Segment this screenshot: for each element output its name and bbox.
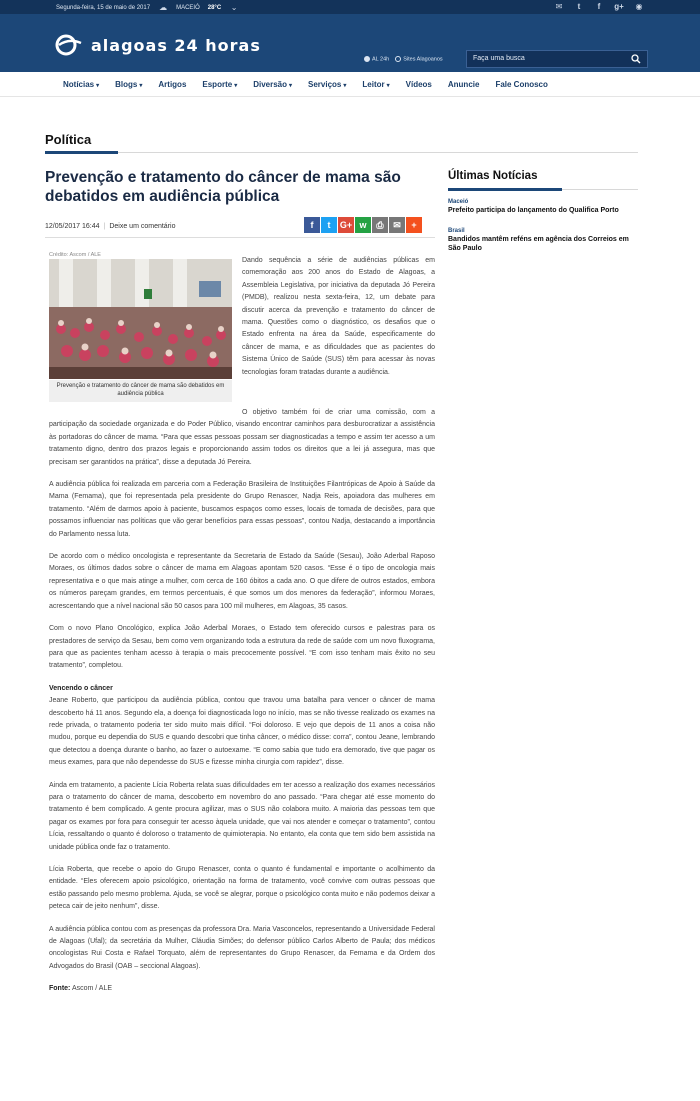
facebook-icon[interactable]: f (597, 2, 601, 11)
mail-icon[interactable]: ✉ (555, 2, 563, 11)
article-lead: Dando sequência a série de audiências públicas em comemoração aos 200 anos do Estado de Alagoas, a Assembleia Legislativa, por iniciativa da deputada Jó Pereira (PMDB), realizou nesta sexta-feira, 12, um debate para discutir acerca da prevenção e tratamento do câncer de mama. Questões como o diagnóstico, os desafios que o Estado enfrenta na área da Saúde, especificamente do câncer de mama, e as dificuldades que as pacientes do Sistema Único de Saúde (SUS) têm para acessar às novas tecnologias foram tratadas durante a audiência. (242, 257, 435, 376)
nav-leitor[interactable]: Leitor ▾ (362, 80, 390, 89)
article-meta: 12/05/2017 16:44 | Deixe um comentário (45, 223, 176, 230)
city-name: MACEIÓ (176, 5, 200, 11)
main-nav (0, 72, 700, 97)
divider (45, 152, 638, 153)
share-buttons (304, 217, 422, 233)
news-item[interactable] (448, 228, 638, 253)
email-share-icon[interactable]: ✉ (389, 217, 405, 233)
article-date: 12/05/2017 16:44 (45, 223, 100, 230)
temperature: 28°C (207, 5, 222, 11)
google-plus-share-icon[interactable]: G+ (338, 217, 354, 233)
paragraph: De acordo com o médico oncologista e representante da Secretaria de Estado da Saúde (Sesau), João Aderbal Raposo Moraes, os últimos dados sobre o câncer de mama em Alagoas apontam 520 casos. “Esse é o tipo de oncologia mais representativa e o que mais atinge a mulher, com cerca de 160 óbitos a cada ano. O que difere de outros estados, embora os números pareçam grandes, em termos percentuais, é que somos um dos menores da federação”, informou Moraes, acrescentando que a nível nacional são 50 casos para 100 mil mulheres, em Alagoas, 35 casos. (49, 553, 435, 610)
radio-sites-alagoanos[interactable]: Sites Alagoanos (395, 56, 442, 62)
paragraph: Com o novo Plano Oncológico, explica João Aderbal Moraes, o Estado tem oferecido cursos e palestras para os prestadores de serviço da Sesau, bem como vem organizando toda a estrutura da rede de saúde com um novo fluxograma, para que as pacientes tenham acesso à terapia o mais precocemente possível. “E com isso tenham mais êxito no seu tratamento”, completou. (49, 625, 435, 670)
comment-link[interactable]: Deixe um comentário (109, 223, 176, 230)
subheading: Vencendo o câncer (49, 684, 113, 692)
whatsapp-share-icon[interactable]: w (355, 217, 371, 233)
nav-servicos[interactable]: Serviços ▾ (308, 80, 347, 89)
news-category[interactable]: Brasil (448, 228, 465, 234)
chevron-down-icon: ▾ (139, 83, 143, 89)
sidebar-accent-bar (448, 188, 562, 191)
twitter-share-icon[interactable]: t (321, 217, 337, 233)
chevron-down-icon: ▾ (343, 83, 347, 89)
search-input[interactable]: Faça uma busca (466, 50, 648, 68)
current-date: Segunda-feira, 15 de maio de 2017 (56, 5, 151, 11)
top-bar (0, 0, 700, 14)
print-share-icon[interactable]: ⎙ (372, 217, 388, 233)
news-headline[interactable]: Prefeito participa do lançamento do Qualifica Porto (448, 207, 619, 214)
paragraph: Ainda em tratamento, a paciente Lícia Roberta relata suas dificuldades em ter acesso a realização dos exames necessários para o tratamento do câncer de mama, descoberto em novembro do ano passado. “Para chegar até esse momento do tratamento é bem complicado. A gente procura agilizar, mas o SUS não colabora muito. A maioria das pessoas tem que pagar os exames por fora para conseguir ter acesso àquela unidade, que vai nos atender e começar o tratamento”, contou Lícia, ressaltando o quanto é doloroso o tratamento de quimioterapia. No entanto, ela conta que tem sido bem assistida na unidade pública onde faz o tratamento. (49, 781, 435, 851)
site-logo[interactable] (53, 34, 261, 56)
chevron-down-icon: ▾ (386, 83, 390, 89)
divider (45, 237, 435, 238)
more-share-icon[interactable]: + (406, 217, 422, 233)
facebook-share-icon[interactable]: f (304, 217, 320, 233)
nav-diversao[interactable]: Diversão ▾ (253, 80, 293, 89)
news-item[interactable] (448, 199, 638, 216)
chevron-down-icon: ▾ (289, 83, 293, 89)
nav-esporte[interactable]: Esporte ▾ (202, 80, 238, 89)
search-icon[interactable] (631, 54, 641, 64)
article-photo[interactable] (49, 259, 232, 379)
google-plus-icon[interactable]: g+ (614, 2, 624, 11)
article-title: Prevenção e tratamento do câncer de mama são debatidos em audiência pública (45, 169, 401, 205)
site-header (0, 14, 700, 72)
logo-mark-icon (53, 34, 85, 56)
nav-fale-conosco[interactable]: Fale Conosco (495, 80, 548, 89)
nav-anuncie[interactable]: Anuncie (447, 80, 480, 89)
weather-icon: ☁ (159, 3, 168, 12)
paragraph: Jeane Roberto, que participou da audiência pública, contou que travou uma batalha para vencer o câncer de mama descoberto há 11 anos. Segundo ela, a doença foi diagnosticada logo no início, mas se não tivesse realizado os exames na rede privada, o tratamento poderia ter sido muito mais difícil. “Foi doloroso. E vejo que depois de 11 anos a coisa não mudou, porque eu dependia do SUS e quando descobri que tinha câncer, o médico disse: corra”, contou Jeane, lembrando que detectou a doença durante o banho, ao fazer o autoexame. “E como sabia que tudo era demorado, tive que pagar os meus exames, para que não dependesse do SUS e fizesse minha cirurgia com rapidez”, disse. (49, 697, 435, 767)
twitter-icon[interactable]: t (577, 2, 581, 11)
paragraph: Lícia Roberta, que recebe o apoio do Grupo Renascer, conta o quanto é fundamental e importante o acolhimento da entidade. “Eles oferecem apoio psicológico, orientação na forma de tratamento, você convive com outras pessoas que estão passando pelo mesmo problema. Ajuda, se você se alegrar, porque o psicológico conta muito e não podemos deixar a peteca cair de jeito nenhum”, disse. (49, 866, 436, 911)
nav-artigos[interactable]: Artigos (158, 80, 187, 89)
rss-icon[interactable]: ◉ (635, 2, 643, 11)
assembly-hall-image (49, 259, 232, 379)
sidebar-title: Últimas Notícias (448, 170, 538, 182)
news-category[interactable]: Maceió (448, 199, 469, 205)
nav-noticias[interactable]: Notícias ▾ (63, 80, 100, 89)
nav-blogs[interactable]: Blogs ▾ (115, 80, 143, 89)
paragraph: O objetivo também foi de criar uma comissão, com a participação da sociedade organizada e do Poder Público, visando encontrar caminhos para desburocratizar a assistência às portadoras do câncer de mama. “Para que essas pessoas possam ser diagnosticadas a tempo e assim ter acesso a um tratamento digno, dentro dos prazos legais e proporcionando assim todos os direitos que a lei já assegura, mas que precisam ser garantidos na prática”, disse a deputada Jó Pereira. (49, 409, 435, 466)
photo-caption: Prevenção e tratamento do câncer de mama são debatidos em audiência pública (49, 380, 232, 402)
latest-news-sidebar (448, 170, 638, 252)
chevron-down-icon[interactable]: ⌄ (230, 3, 238, 12)
section-accent-bar (45, 151, 118, 154)
section-title[interactable]: Política (45, 132, 92, 147)
chevron-down-icon: ▾ (234, 83, 238, 89)
news-headline[interactable]: Bandidos mantêm reféns em agência dos Correios em São Paulo (448, 236, 629, 252)
paragraph: A audiência pública foi realizada em parceria com a Federação Brasileira de Instituições Filantrópicas de Apoio à Saúde da Mama (Femama), que foi representada pela presidente do Grupo Renascer, Nadja Reis, apoiadora das mulheres em tratamento. “Além de darmos apoio à paciente, buscamos espaços como esses, locais de tomada de decisões, para que possamos influenciar nas políticas que vão gerar benefícios para essas pessoas”, contou Nadja, destacando a importância do Parlamento nessa luta. (49, 481, 435, 538)
article-body (49, 407, 435, 1006)
source-line: Fonte: Ascom / ALE (49, 985, 113, 993)
photo-credit: Crédito: Ascom / ALE (49, 252, 101, 258)
paragraph: A audiência pública contou com as presenças da professora Dra. Maria Vasconcelos, representando a Universidade Federal de Alagoas (Ufal); da secretária da Mulher, Cláudia Simões; do defensor público Carlos Alberto de Paula; dos médicos oncologistas Rui Costa e Rafael Torquato, além de representantes do Grupo Renascer, da Femama e da Ordem dos Advogados do Brasil (OAB – seccional Alagoas). (49, 925, 435, 970)
logo-text: alagoas 24 horas (91, 35, 261, 55)
nav-videos[interactable]: Vídeos (405, 80, 432, 89)
chevron-down-icon: ▾ (96, 83, 100, 89)
radio-al24h[interactable]: AL 24h (364, 56, 389, 62)
search-scope (364, 56, 443, 62)
